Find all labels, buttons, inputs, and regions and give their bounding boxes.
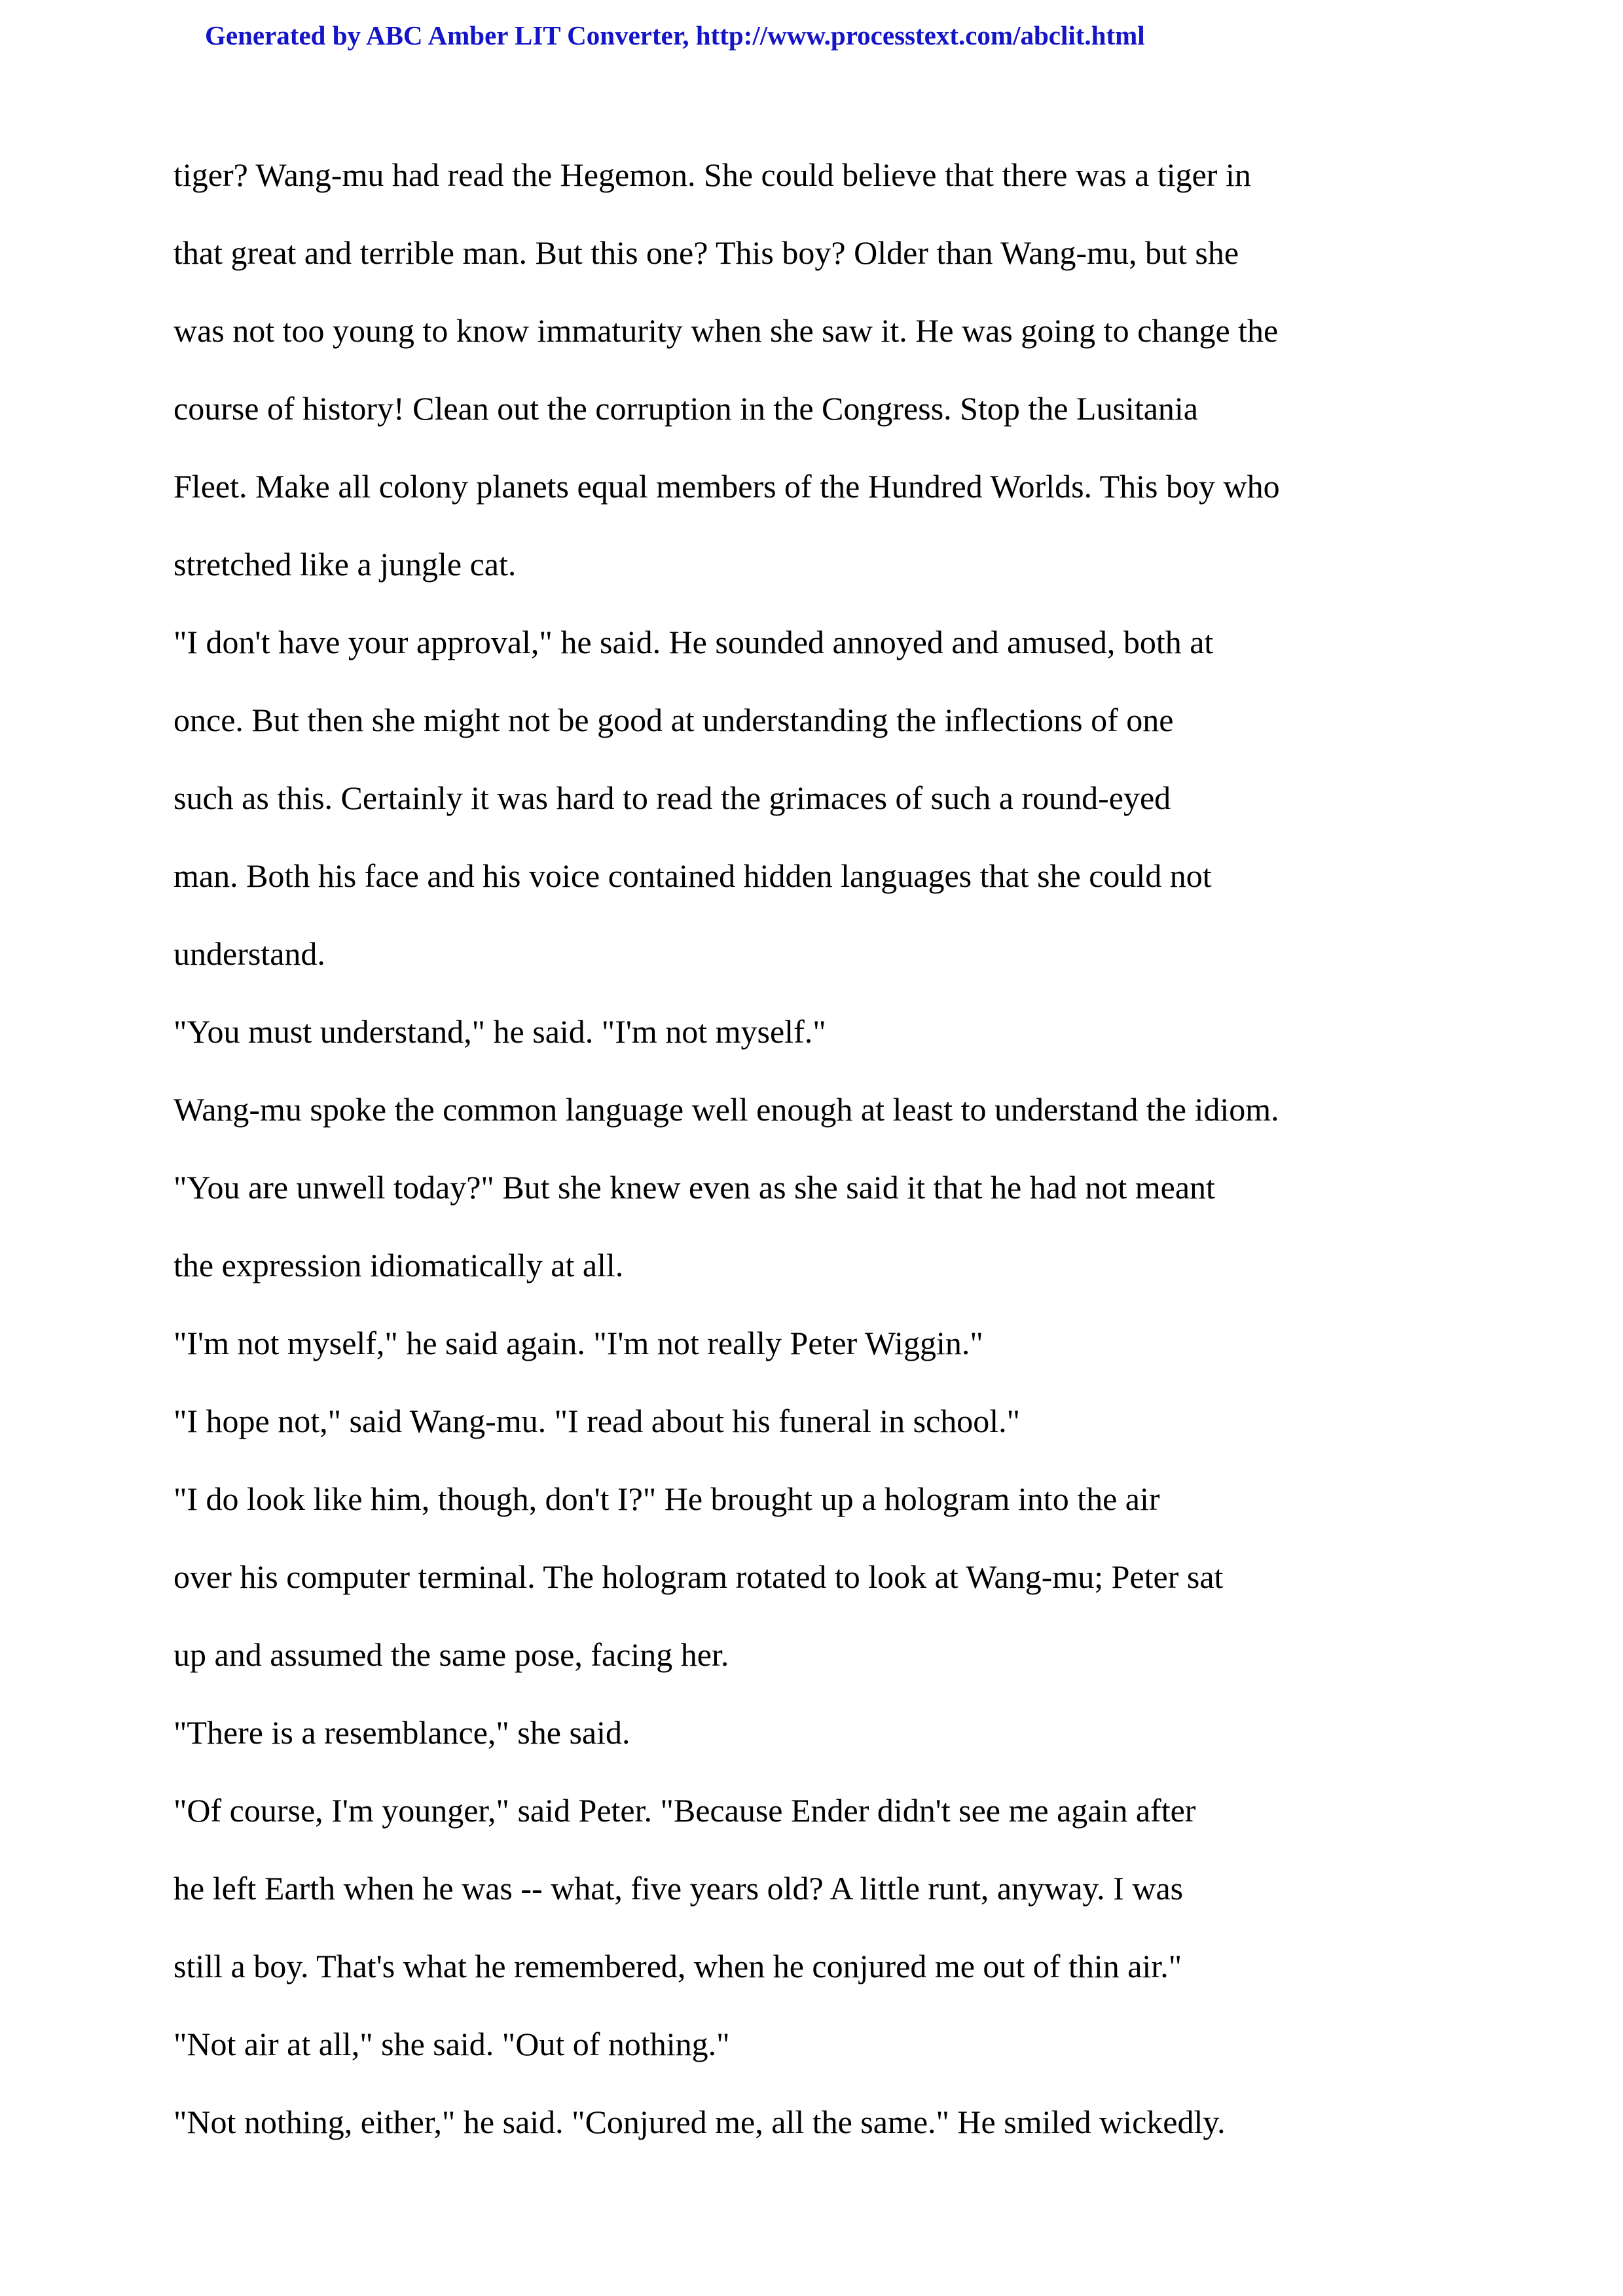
text-line: stretched like a jungle cat. <box>173 546 517 583</box>
converter-header: Generated by ABC Amber LIT Converter, http://www.processtext.com/abclit.html <box>205 20 1145 50</box>
text-line: Wang-mu spoke the common language well enough at least to understand the idiom. <box>173 1091 1279 1128</box>
text-line: "I'm not myself," he said again. "I'm not really Peter Wiggin." <box>173 1325 983 1361</box>
text-line: still a boy. That's what he remembered, when he conjured me out of thin air." <box>173 1948 1182 1984</box>
text-line: tiger? Wang-mu had read the Hegemon. She could believe that there was a tiger in <box>173 156 1251 193</box>
text-line: was not too young to know immaturity when she saw it. He was going to change the <box>173 312 1279 349</box>
text-line: he left Earth when he was -- what, five years old? A little runt, anyway. I was <box>173 1870 1184 1907</box>
text-line: "I hope not," said Wang-mu. "I read about his funeral in school." <box>173 1403 1021 1439</box>
text-line: "There is a resemblance," she said. <box>173 1714 630 1751</box>
text-line: that great and terrible man. But this one? This boy? Older than Wang-mu, but she <box>173 234 1239 271</box>
text-line: Fleet. Make all colony planets equal members of the Hundred Worlds. This boy who <box>173 468 1280 505</box>
text-line: "You must understand," he said. "I'm not myself." <box>173 1013 826 1050</box>
text-line: course of history! Clean out the corruption in the Congress. Stop the Lusitania <box>173 390 1198 427</box>
text-line: up and assumed the same pose, facing her. <box>173 1636 729 1673</box>
text-line: "Not air at all," she said. "Out of nothing." <box>173 2026 730 2062</box>
text-line: "I do look like him, though, don't I?" He brought up a hologram into the air <box>173 1480 1160 1517</box>
text-line: over his computer terminal. The hologram rotated to look at Wang-mu; Peter sat <box>173 1558 1224 1595</box>
text-line: "Of course, I'm younger," said Peter. "Because Ender didn't see me again after <box>173 1792 1196 1829</box>
text-line: such as this. Certainly it was hard to read the grimaces of such a round-eyed <box>173 780 1171 816</box>
text-line: the expression idiomatically at all. <box>173 1247 624 1283</box>
text-line: man. Both his face and his voice contained hidden languages that she could not <box>173 857 1212 894</box>
text-line: "I don't have your approval," he said. He sounded annoyed and amused, both at <box>173 624 1214 660</box>
text-line: "Not nothing, either," he said. "Conjured me, all the same." He smiled wickedly. <box>173 2104 1226 2140</box>
text-line: understand. <box>173 935 325 972</box>
text-line: "You are unwell today?" But she knew even as she said it that he had not meant <box>173 1169 1215 1206</box>
text-line: once. But then she might not be good at understanding the inflections of one <box>173 702 1174 738</box>
